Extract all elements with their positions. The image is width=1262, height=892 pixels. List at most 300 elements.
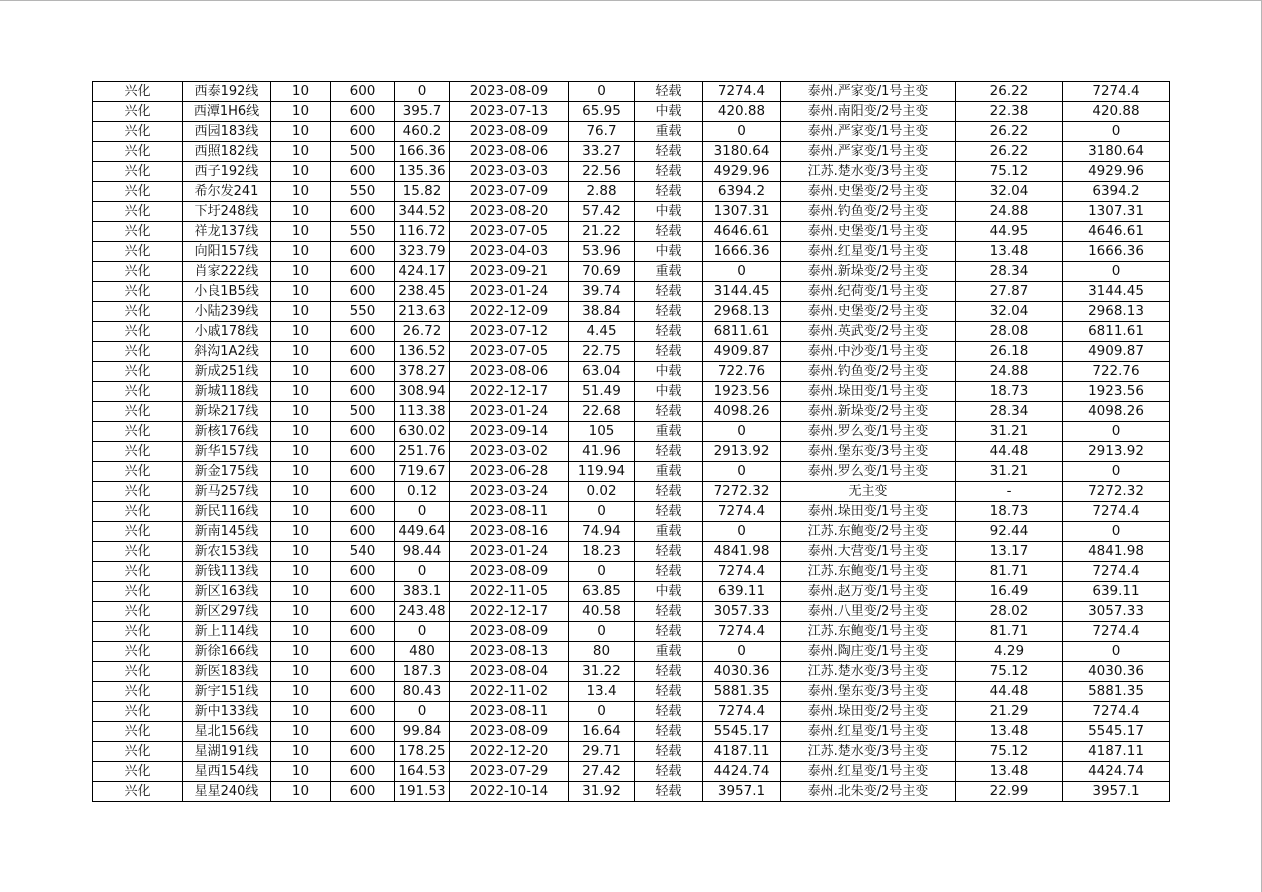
capacity-cell: 600 [331, 582, 395, 602]
load-cell: 238.45 [395, 282, 450, 302]
voltage-cell: 10 [271, 82, 331, 102]
load-rate-cell: 16.64 [569, 722, 635, 742]
line-name-cell: 新中133线 [183, 702, 271, 722]
remaining-capacity-cell: 420.88 [1063, 102, 1170, 122]
load-cell: 630.02 [395, 422, 450, 442]
capacity-cell: 600 [331, 742, 395, 762]
load-status-cell: 中载 [635, 382, 703, 402]
capacity-cell: 600 [331, 242, 395, 262]
voltage-cell: 10 [271, 362, 331, 382]
load-rate-cell: 57.42 [569, 202, 635, 222]
transformer-cell: 泰州.史堡变/2号主变 [781, 182, 956, 202]
transformer-cell: 泰州.英武变/2号主变 [781, 322, 956, 342]
remaining-capacity-cell: 0 [1063, 462, 1170, 482]
transformer-cell: 泰州.罗么变/1号主变 [781, 422, 956, 442]
region-cell: 兴化 [93, 262, 183, 282]
line-name-cell: 小戚178线 [183, 322, 271, 342]
date-cell: 2023-08-09 [450, 82, 569, 102]
line-name-cell: 新城118线 [183, 382, 271, 402]
table-row [93, 602, 1170, 622]
region-cell: 兴化 [93, 302, 183, 322]
line-name-cell: 星西154线 [183, 762, 271, 782]
transformer-load-rate-cell: 81.71 [956, 562, 1063, 582]
load-status-cell: 中载 [635, 202, 703, 222]
load-cell: 15.82 [395, 182, 450, 202]
region-cell: 兴化 [93, 162, 183, 182]
load-status-cell: 轻载 [635, 222, 703, 242]
transformer-cell: 泰州.严家变/1号主变 [781, 82, 956, 102]
capacity-cell: 600 [331, 662, 395, 682]
table-row [93, 282, 1170, 302]
transformer-cell: 江苏.东鲍变/1号主变 [781, 562, 956, 582]
remaining-capacity-cell: 7274.4 [1063, 562, 1170, 582]
remaining-capacity-cell: 4187.11 [1063, 742, 1170, 762]
date-cell: 2023-01-24 [450, 402, 569, 422]
remaining-capacity-cell: 2968.13 [1063, 302, 1170, 322]
voltage-cell: 10 [271, 442, 331, 462]
line-name-cell: 新成251线 [183, 362, 271, 382]
available-capacity-cell: 0 [703, 262, 781, 282]
line-name-cell: 下圩248线 [183, 202, 271, 222]
load-rate-cell: 0 [569, 82, 635, 102]
transformer-load-rate-cell: 13.48 [956, 242, 1063, 262]
remaining-capacity-cell: 4030.36 [1063, 662, 1170, 682]
transformer-load-rate-cell: 28.34 [956, 402, 1063, 422]
transformer-cell: 泰州.严家变/1号主变 [781, 122, 956, 142]
transformer-load-rate-cell: 44.48 [956, 682, 1063, 702]
table-row [93, 122, 1170, 142]
transformer-cell: 泰州.垛田变/1号主变 [781, 382, 956, 402]
available-capacity-cell: 4909.87 [703, 342, 781, 362]
voltage-cell: 10 [271, 582, 331, 602]
available-capacity-cell: 7274.4 [703, 82, 781, 102]
transformer-cell: 泰州.大营变/1号主变 [781, 542, 956, 562]
capacity-cell: 600 [331, 762, 395, 782]
load-rate-cell: 53.96 [569, 242, 635, 262]
region-cell: 兴化 [93, 342, 183, 362]
date-cell: 2023-08-13 [450, 642, 569, 662]
voltage-cell: 10 [271, 482, 331, 502]
date-cell: 2023-08-06 [450, 142, 569, 162]
available-capacity-cell: 3957.1 [703, 782, 781, 802]
date-cell: 2023-07-13 [450, 102, 569, 122]
transformer-cell: 泰州.红星变/1号主变 [781, 242, 956, 262]
load-status-cell: 轻载 [635, 162, 703, 182]
capacity-cell: 600 [331, 482, 395, 502]
load-status-cell: 轻载 [635, 742, 703, 762]
remaining-capacity-cell: 4909.87 [1063, 342, 1170, 362]
transformer-load-rate-cell: 13.17 [956, 542, 1063, 562]
table-row [93, 402, 1170, 422]
date-cell: 2022-12-17 [450, 602, 569, 622]
load-rate-cell: 0 [569, 562, 635, 582]
region-cell: 兴化 [93, 382, 183, 402]
line-name-cell: 星星240线 [183, 782, 271, 802]
transformer-load-rate-cell: 26.22 [956, 142, 1063, 162]
load-cell: 378.27 [395, 362, 450, 382]
load-rate-cell: 65.95 [569, 102, 635, 122]
load-cell: 135.36 [395, 162, 450, 182]
region-cell: 兴化 [93, 122, 183, 142]
voltage-cell: 10 [271, 182, 331, 202]
load-status-cell: 轻载 [635, 402, 703, 422]
load-rate-cell: 0 [569, 702, 635, 722]
remaining-capacity-cell: 4929.96 [1063, 162, 1170, 182]
available-capacity-cell: 4424.74 [703, 762, 781, 782]
capacity-cell: 600 [331, 722, 395, 742]
load-status-cell: 轻载 [635, 442, 703, 462]
transformer-cell: 江苏.楚水变/3号主变 [781, 662, 956, 682]
voltage-cell: 10 [271, 382, 331, 402]
line-name-cell: 新农153线 [183, 542, 271, 562]
remaining-capacity-cell: 639.11 [1063, 582, 1170, 602]
table-row [93, 762, 1170, 782]
voltage-cell: 10 [271, 762, 331, 782]
region-cell: 兴化 [93, 322, 183, 342]
transformer-load-rate-cell: 44.95 [956, 222, 1063, 242]
available-capacity-cell: 1666.36 [703, 242, 781, 262]
voltage-cell: 10 [271, 622, 331, 642]
date-cell: 2023-08-09 [450, 722, 569, 742]
transformer-cell: 泰州.纪荷变/1号主变 [781, 282, 956, 302]
available-capacity-cell: 4646.61 [703, 222, 781, 242]
transformer-load-rate-cell: 28.02 [956, 602, 1063, 622]
load-cell: 449.64 [395, 522, 450, 542]
table-row [93, 662, 1170, 682]
available-capacity-cell: 0 [703, 522, 781, 542]
date-cell: 2022-12-20 [450, 742, 569, 762]
load-cell: 344.52 [395, 202, 450, 222]
line-name-cell: 西园183线 [183, 122, 271, 142]
load-rate-cell: 0 [569, 622, 635, 642]
date-cell: 2023-08-11 [450, 502, 569, 522]
capacity-cell: 600 [331, 782, 395, 802]
voltage-cell: 10 [271, 322, 331, 342]
load-rate-cell: 119.94 [569, 462, 635, 482]
region-cell: 兴化 [93, 422, 183, 442]
available-capacity-cell: 2913.92 [703, 442, 781, 462]
capacity-cell: 600 [331, 462, 395, 482]
available-capacity-cell: 0 [703, 122, 781, 142]
date-cell: 2022-12-09 [450, 302, 569, 322]
transformer-cell: 泰州.北朱变/2号主变 [781, 782, 956, 802]
transformer-load-rate-cell: 92.44 [956, 522, 1063, 542]
voltage-cell: 10 [271, 202, 331, 222]
region-cell: 兴化 [93, 142, 183, 162]
transformer-cell: 江苏.楚水变/3号主变 [781, 162, 956, 182]
capacity-cell: 600 [331, 642, 395, 662]
transformer-load-rate-cell: - [956, 482, 1063, 502]
available-capacity-cell: 6394.2 [703, 182, 781, 202]
load-status-cell: 轻载 [635, 662, 703, 682]
available-capacity-cell: 5881.35 [703, 682, 781, 702]
table-row [93, 202, 1170, 222]
capacity-cell: 600 [331, 322, 395, 342]
transformer-load-rate-cell: 26.18 [956, 342, 1063, 362]
load-status-cell: 中载 [635, 242, 703, 262]
line-name-cell: 西泰192线 [183, 82, 271, 102]
capacity-cell: 600 [331, 122, 395, 142]
region-cell: 兴化 [93, 642, 183, 662]
load-cell: 424.17 [395, 262, 450, 282]
region-cell: 兴化 [93, 582, 183, 602]
transformer-load-rate-cell: 24.88 [956, 362, 1063, 382]
load-rate-cell: 0 [569, 502, 635, 522]
date-cell: 2023-07-05 [450, 342, 569, 362]
voltage-cell: 10 [271, 242, 331, 262]
available-capacity-cell: 3144.45 [703, 282, 781, 302]
load-status-cell: 中载 [635, 582, 703, 602]
transformer-cell: 泰州.中沙变/1号主变 [781, 342, 956, 362]
capacity-cell: 600 [331, 362, 395, 382]
remaining-capacity-cell: 3057.33 [1063, 602, 1170, 622]
transformer-load-rate-cell: 32.04 [956, 182, 1063, 202]
load-status-cell: 轻载 [635, 782, 703, 802]
table-row [93, 582, 1170, 602]
voltage-cell: 10 [271, 222, 331, 242]
load-cell: 99.84 [395, 722, 450, 742]
load-rate-cell: 13.4 [569, 682, 635, 702]
capacity-cell: 540 [331, 542, 395, 562]
available-capacity-cell: 1923.56 [703, 382, 781, 402]
capacity-cell: 600 [331, 422, 395, 442]
load-status-cell: 轻载 [635, 82, 703, 102]
voltage-cell: 10 [271, 282, 331, 302]
region-cell: 兴化 [93, 562, 183, 582]
remaining-capacity-cell: 1923.56 [1063, 382, 1170, 402]
data-table [92, 81, 1170, 802]
load-cell: 0 [395, 702, 450, 722]
table-row [93, 502, 1170, 522]
transformer-load-rate-cell: 28.08 [956, 322, 1063, 342]
load-status-cell: 轻载 [635, 762, 703, 782]
date-cell: 2023-06-28 [450, 462, 569, 482]
date-cell: 2023-09-21 [450, 262, 569, 282]
capacity-cell: 600 [331, 162, 395, 182]
remaining-capacity-cell: 1666.36 [1063, 242, 1170, 262]
load-status-cell: 轻载 [635, 322, 703, 342]
transformer-cell: 泰州.罗么变/1号主变 [781, 462, 956, 482]
voltage-cell: 10 [271, 302, 331, 322]
line-name-cell: 星北156线 [183, 722, 271, 742]
line-name-cell: 新宇151线 [183, 682, 271, 702]
line-name-cell: 新马257线 [183, 482, 271, 502]
region-cell: 兴化 [93, 102, 183, 122]
line-name-cell: 希尔发241 [183, 182, 271, 202]
line-name-cell: 新上114线 [183, 622, 271, 642]
line-name-cell: 新核176线 [183, 422, 271, 442]
remaining-capacity-cell: 4841.98 [1063, 542, 1170, 562]
transformer-load-rate-cell: 81.71 [956, 622, 1063, 642]
table-row [93, 262, 1170, 282]
load-cell: 191.53 [395, 782, 450, 802]
transformer-load-rate-cell: 24.88 [956, 202, 1063, 222]
transformer-cell: 泰州.新垛变/2号主变 [781, 402, 956, 422]
date-cell: 2023-08-09 [450, 622, 569, 642]
remaining-capacity-cell: 5545.17 [1063, 722, 1170, 742]
load-cell: 383.1 [395, 582, 450, 602]
load-status-cell: 轻载 [635, 602, 703, 622]
remaining-capacity-cell: 7274.4 [1063, 502, 1170, 522]
load-cell: 164.53 [395, 762, 450, 782]
voltage-cell: 10 [271, 462, 331, 482]
transformer-load-rate-cell: 75.12 [956, 662, 1063, 682]
capacity-cell: 550 [331, 222, 395, 242]
remaining-capacity-cell: 6811.61 [1063, 322, 1170, 342]
line-name-cell: 斜沟1A2线 [183, 342, 271, 362]
table-row [93, 442, 1170, 462]
remaining-capacity-cell: 0 [1063, 262, 1170, 282]
date-cell: 2023-08-16 [450, 522, 569, 542]
load-status-cell: 轻载 [635, 562, 703, 582]
line-name-cell: 新民116线 [183, 502, 271, 522]
load-status-cell: 重载 [635, 522, 703, 542]
table-row [93, 562, 1170, 582]
voltage-cell: 10 [271, 682, 331, 702]
transformer-cell: 泰州.红星变/1号主变 [781, 762, 956, 782]
load-status-cell: 轻载 [635, 622, 703, 642]
voltage-cell: 10 [271, 502, 331, 522]
date-cell: 2023-07-12 [450, 322, 569, 342]
table-row [93, 782, 1170, 802]
voltage-cell: 10 [271, 422, 331, 442]
load-cell: 0.12 [395, 482, 450, 502]
load-rate-cell: 29.71 [569, 742, 635, 762]
line-name-cell: 小陆239线 [183, 302, 271, 322]
region-cell: 兴化 [93, 682, 183, 702]
load-rate-cell: 33.27 [569, 142, 635, 162]
region-cell: 兴化 [93, 602, 183, 622]
transformer-cell: 泰州.史堡变/1号主变 [781, 222, 956, 242]
transformer-load-rate-cell: 31.21 [956, 422, 1063, 442]
transformer-load-rate-cell: 4.29 [956, 642, 1063, 662]
capacity-cell: 550 [331, 182, 395, 202]
voltage-cell: 10 [271, 262, 331, 282]
date-cell: 2023-08-20 [450, 202, 569, 222]
region-cell: 兴化 [93, 82, 183, 102]
load-rate-cell: 31.22 [569, 662, 635, 682]
capacity-cell: 600 [331, 282, 395, 302]
transformer-load-rate-cell: 18.73 [956, 382, 1063, 402]
remaining-capacity-cell: 3957.1 [1063, 782, 1170, 802]
date-cell: 2023-03-02 [450, 442, 569, 462]
transformer-cell: 泰州.堡东变/3号主变 [781, 682, 956, 702]
load-status-cell: 重载 [635, 262, 703, 282]
date-cell: 2023-01-24 [450, 282, 569, 302]
remaining-capacity-cell: 4098.26 [1063, 402, 1170, 422]
voltage-cell: 10 [271, 342, 331, 362]
transformer-load-rate-cell: 32.04 [956, 302, 1063, 322]
load-rate-cell: 70.69 [569, 262, 635, 282]
table-row [93, 302, 1170, 322]
load-cell: 113.38 [395, 402, 450, 422]
available-capacity-cell: 7274.4 [703, 502, 781, 522]
line-name-cell: 小良1B5线 [183, 282, 271, 302]
voltage-cell: 10 [271, 522, 331, 542]
remaining-capacity-cell: 4424.74 [1063, 762, 1170, 782]
line-name-cell: 新垛217线 [183, 402, 271, 422]
capacity-cell: 600 [331, 82, 395, 102]
remaining-capacity-cell: 7274.4 [1063, 622, 1170, 642]
line-name-cell: 新徐166线 [183, 642, 271, 662]
region-cell: 兴化 [93, 782, 183, 802]
voltage-cell: 10 [271, 542, 331, 562]
load-status-cell: 轻载 [635, 702, 703, 722]
line-name-cell: 西照182线 [183, 142, 271, 162]
transformer-load-rate-cell: 44.48 [956, 442, 1063, 462]
region-cell: 兴化 [93, 282, 183, 302]
available-capacity-cell: 4098.26 [703, 402, 781, 422]
region-cell: 兴化 [93, 402, 183, 422]
table-row [93, 222, 1170, 242]
transformer-cell: 泰州.新垛变/2号主变 [781, 262, 956, 282]
load-status-cell: 轻载 [635, 482, 703, 502]
load-status-cell: 轻载 [635, 722, 703, 742]
date-cell: 2023-07-29 [450, 762, 569, 782]
line-name-cell: 西潭1H6线 [183, 102, 271, 122]
available-capacity-cell: 0 [703, 462, 781, 482]
table-row [93, 342, 1170, 362]
load-status-cell: 重载 [635, 462, 703, 482]
capacity-cell: 600 [331, 342, 395, 362]
date-cell: 2023-03-03 [450, 162, 569, 182]
load-cell: 178.25 [395, 742, 450, 762]
available-capacity-cell: 3057.33 [703, 602, 781, 622]
line-name-cell: 新华157线 [183, 442, 271, 462]
load-rate-cell: 0.02 [569, 482, 635, 502]
region-cell: 兴化 [93, 542, 183, 562]
load-status-cell: 中载 [635, 102, 703, 122]
load-cell: 480 [395, 642, 450, 662]
line-name-cell: 肖家222线 [183, 262, 271, 282]
available-capacity-cell: 0 [703, 642, 781, 662]
date-cell: 2022-11-05 [450, 582, 569, 602]
load-status-cell: 重载 [635, 422, 703, 442]
capacity-cell: 550 [331, 302, 395, 322]
region-cell: 兴化 [93, 482, 183, 502]
load-rate-cell: 63.04 [569, 362, 635, 382]
load-status-cell: 轻载 [635, 142, 703, 162]
table-row [93, 522, 1170, 542]
load-cell: 0 [395, 82, 450, 102]
available-capacity-cell: 2968.13 [703, 302, 781, 322]
table-row [93, 722, 1170, 742]
load-rate-cell: 105 [569, 422, 635, 442]
remaining-capacity-cell: 3144.45 [1063, 282, 1170, 302]
date-cell: 2023-08-09 [450, 122, 569, 142]
date-cell: 2023-03-24 [450, 482, 569, 502]
region-cell: 兴化 [93, 662, 183, 682]
date-cell: 2023-08-06 [450, 362, 569, 382]
transformer-cell: 泰州.堡东变/3号主变 [781, 442, 956, 462]
date-cell: 2023-01-24 [450, 542, 569, 562]
capacity-cell: 500 [331, 402, 395, 422]
table-row [93, 742, 1170, 762]
table-row [93, 622, 1170, 642]
transformer-load-rate-cell: 26.22 [956, 82, 1063, 102]
date-cell: 2023-07-05 [450, 222, 569, 242]
remaining-capacity-cell: 5881.35 [1063, 682, 1170, 702]
table-row [93, 542, 1170, 562]
voltage-cell: 10 [271, 402, 331, 422]
load-status-cell: 轻载 [635, 542, 703, 562]
capacity-cell: 600 [331, 682, 395, 702]
load-rate-cell: 22.75 [569, 342, 635, 362]
load-cell: 26.72 [395, 322, 450, 342]
load-cell: 166.36 [395, 142, 450, 162]
load-status-cell: 重载 [635, 122, 703, 142]
transformer-cell: 江苏.东鲍变/2号主变 [781, 522, 956, 542]
